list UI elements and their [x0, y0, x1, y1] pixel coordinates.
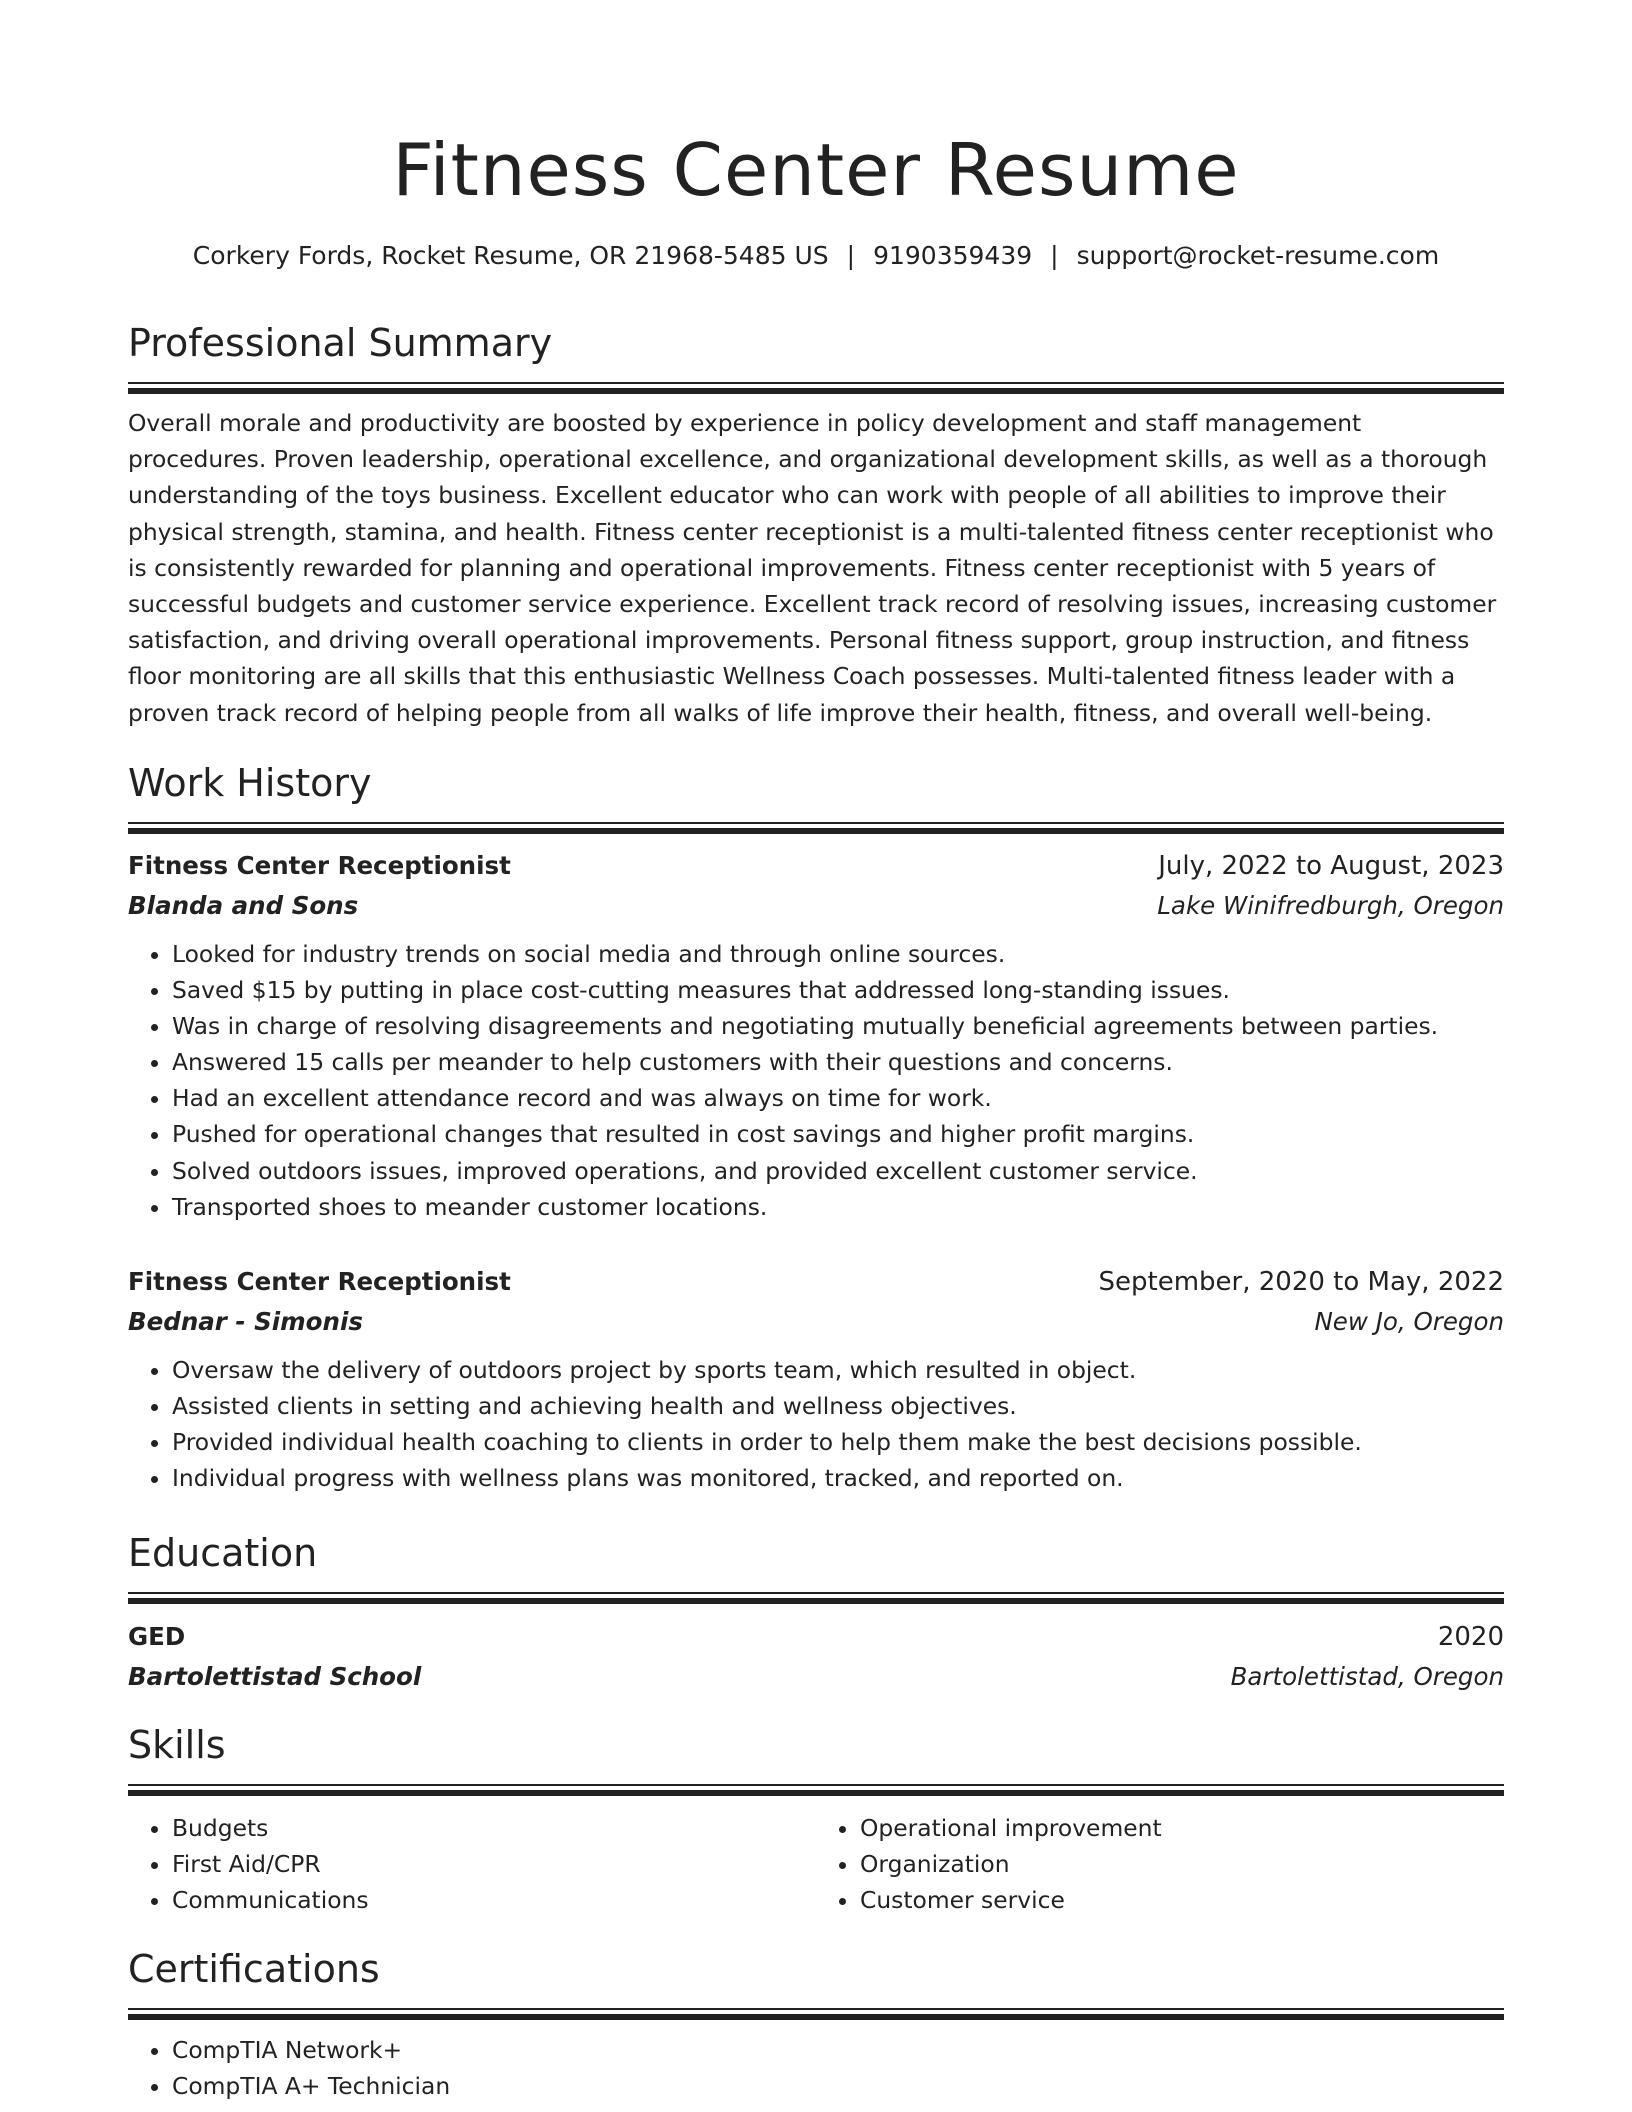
certifications-section-header	[128, 1944, 1504, 2020]
section-title-work: Work History	[128, 761, 372, 805]
education-year: 2020	[1437, 1622, 1504, 1652]
section-title-skills: Skills	[128, 1723, 226, 1767]
list-item: • Solved outdoors issues, improved operations, and provided excellent customer service.	[172, 1153, 1504, 1189]
education-degree: GED	[128, 1622, 186, 1651]
education-section-header	[128, 1528, 1504, 1604]
resume-title: Fitness Center Resume	[392, 128, 1240, 212]
education-entry	[128, 1617, 1504, 1697]
list-item: • Looked for industry trends on social media and through online sources.	[172, 936, 1504, 972]
job-dates: September, 2020 to May, 2022	[1098, 1267, 1504, 1297]
skills-list	[128, 1810, 1504, 1918]
list-item: • Was in charge of resolving disagreements and negotiating mutually beneficial agreements between parties.	[172, 1008, 1504, 1044]
job-bullets	[128, 1352, 1504, 1496]
certifications-list	[128, 2032, 1504, 2104]
job-bullets	[128, 936, 1504, 1225]
section-divider-thick	[128, 828, 1504, 834]
certification-item: • CompTIA A+ Technician	[172, 2068, 1504, 2104]
list-item: • Assisted clients in setting and achieving health and wellness objectives.	[172, 1388, 1504, 1424]
contact-line	[128, 238, 1504, 274]
skill-item: • Communications	[172, 1882, 816, 1918]
job-company: Bednar - Simonis	[128, 1307, 363, 1336]
section-title-education: Education	[128, 1531, 318, 1575]
section-divider-thick	[128, 388, 1504, 394]
section-divider-thick	[128, 1790, 1504, 1796]
section-title-certifications: Certifications	[128, 1947, 380, 1991]
contact-email[interactable]: support@rocket-resume.com	[1076, 241, 1440, 270]
skills-column-right	[816, 1810, 1504, 1918]
list-item: • Pushed for operational changes that resulted in cost savings and higher profit margins.	[172, 1116, 1504, 1152]
section-divider	[128, 822, 1504, 824]
list-item: • Answered 15 calls per meander to help customers with their questions and concerns.	[172, 1044, 1504, 1080]
job-company: Blanda and Sons	[128, 891, 359, 920]
contact-separator: |	[1050, 241, 1059, 270]
list-item: • Oversaw the delivery of outdoors project by sports team, which resulted in object.	[172, 1352, 1504, 1388]
list-item: • Saved $15 by putting in place cost-cutting measures that addressed long-standing issues.	[172, 972, 1504, 1008]
skills-section-header	[128, 1720, 1504, 1796]
section-divider	[128, 2008, 1504, 2010]
section-divider-thick	[128, 2014, 1504, 2020]
skill-item: • Organization	[860, 1846, 1504, 1882]
education-location: Bartolettistad, Oregon	[1230, 1662, 1504, 1691]
section-divider-thick	[128, 1598, 1504, 1604]
education-school: Bartolettistad School	[128, 1662, 422, 1691]
skill-item: • Customer service	[860, 1882, 1504, 1918]
job-location: Lake Winifredburgh, Oregon	[1157, 891, 1504, 920]
list-item: • Had an excellent attendance record and was always on time for work.	[172, 1080, 1504, 1116]
list-item: • Transported shoes to meander customer locations.	[172, 1189, 1504, 1225]
job-entry	[128, 1262, 1504, 1496]
certification-item: • CompTIA Network+	[172, 2032, 1504, 2068]
summary-text: Overall morale and productivity are boosted by experience in policy development and staff management procedures. Proven leadership, operational excellence, and organizational development skills, as well as a thorough understanding of the toys business. Excellent educator who can work with people of all abilities to improve their physical strength, stamina, and health. Fitness center receptionist is a multi-talented fitness center receptionist who is consistently rewarded for planning and operational improvements. Fitness center receptionist with 5 years of successful budgets and customer service experience. Excellent track record of resolving issues, increasing customer satisfaction, and driving overall operational improvements. Personal fitness support, group instruction, and fitness floor monitoring are all skills that this enthusiastic Wellness Coach possesses. Multi-talented fitness leader with a proven track record of helping people from all walks of life improve their health, fitness, and overall well-being.	[128, 409, 1497, 727]
skill-item: • Budgets	[172, 1810, 816, 1846]
skill-item: • Operational improvement	[860, 1810, 1504, 1846]
section-title-summary: Professional Summary	[128, 321, 553, 365]
contact-phone: 9190359439	[873, 241, 1033, 270]
job-entry	[128, 846, 1504, 1225]
contact-address: Corkery Fords, Rocket Resume, OR 21968-5485 US	[192, 241, 829, 270]
skill-item: • First Aid/CPR	[172, 1846, 816, 1882]
job-title: Fitness Center Receptionist	[128, 1267, 511, 1296]
section-divider	[128, 1592, 1504, 1594]
skills-column-left	[128, 1810, 816, 1918]
list-item: • Individual progress with wellness plans was monitored, tracked, and reported on.	[172, 1460, 1504, 1496]
summary-section-header	[128, 318, 1504, 394]
section-divider	[128, 382, 1504, 384]
job-dates: July, 2022 to August, 2023	[1158, 851, 1504, 881]
job-location: New Jo, Oregon	[1314, 1307, 1504, 1336]
contact-separator: |	[846, 241, 856, 270]
list-item: • Provided individual health coaching to clients in order to help them make the best decisions possible.	[172, 1424, 1504, 1460]
work-section-header	[128, 758, 1504, 834]
section-divider	[128, 1784, 1504, 1786]
job-title: Fitness Center Receptionist	[128, 851, 511, 880]
